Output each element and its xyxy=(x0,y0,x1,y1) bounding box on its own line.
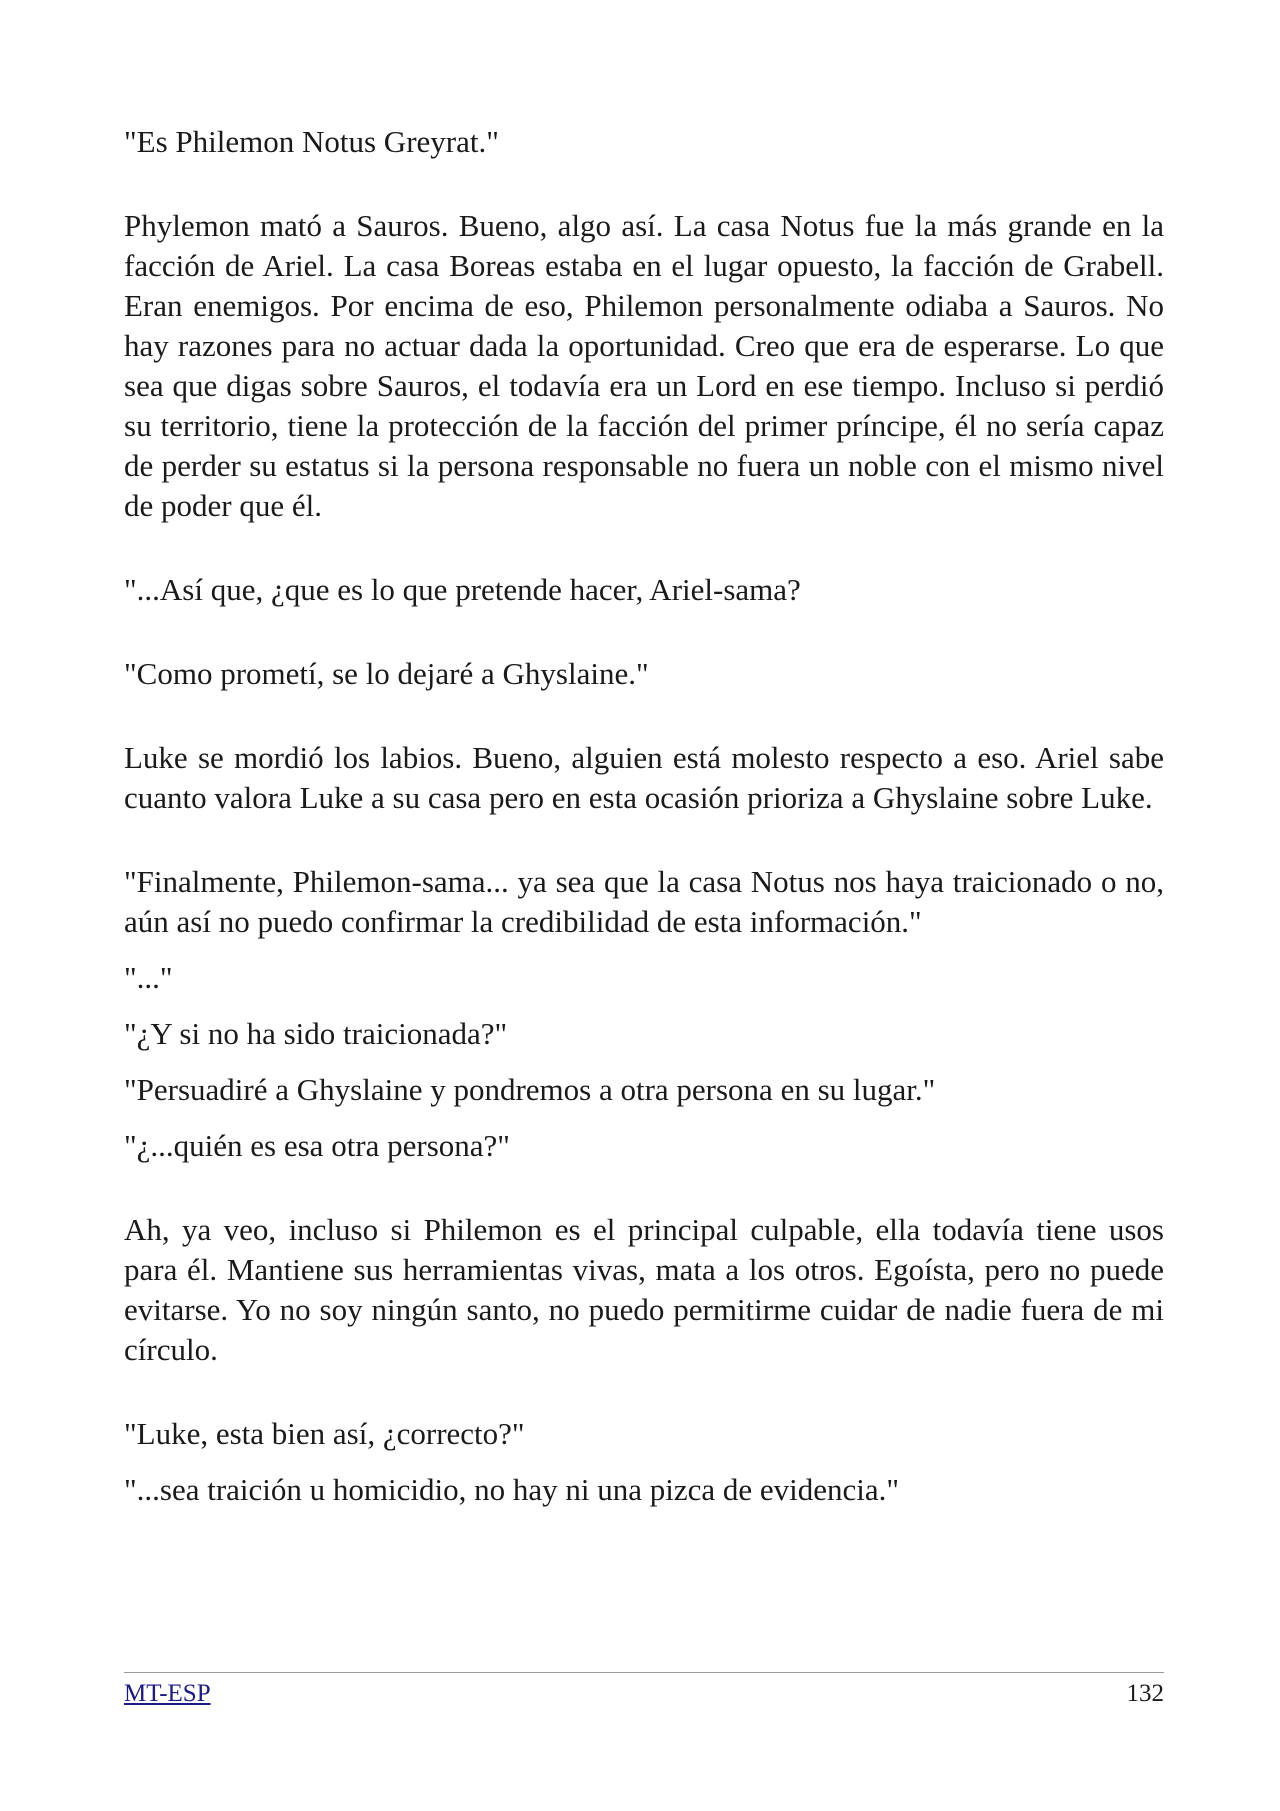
paragraph-5: Luke se mordió los labios. Bueno, alguien está molesto respecto a eso. Ariel sabe cuanto valora Luke a su casa pero en esta ocasión prioriza a Ghyslaine sobre Luke. xyxy=(124,740,1164,815)
paragraph-10: "¿...quién es esa otra persona?" xyxy=(124,1128,510,1163)
paragraph-11: Ah, ya veo, incluso si Philemon es el principal culpable, ella todavía tiene usos para él. Mantiene sus herramientas vivas, mata a los otros. Egoísta, pero no puede evitarse. Yo no soy ningún santo, no puedo permitirme cuidar de nadie fuera de mi círculo. xyxy=(124,1212,1164,1367)
paragraph-2: Phylemon mató a Sauros. Bueno, algo así. La casa Notus fue la más grande en la facción de Ariel. La casa Boreas estaba en el lugar opuesto, la facción de Grabell. Eran enemigos. Por encima de eso, Philemon personalmente odiaba a Sauros. No hay razones para no actuar dada la oportunidad. Creo que era de esperarse. Lo que sea que digas sobre Sauros, el todavía era un Lord en ese tiempo. Incluso si perdió su territorio, tiene la protección de la facción del primer príncipe, él no sería capaz de perder su estatus si la persona responsable no fuera un noble con el mismo nivel de poder que él. xyxy=(124,208,1164,523)
paragraph-3: "...Así que, ¿que es lo que pretende hacer, Ariel-sama? xyxy=(124,572,801,607)
paragraph-4: "Como prometí, se lo dejaré a Ghyslaine." xyxy=(124,656,649,691)
paragraph-9: "Persuadiré a Ghyslaine y pondremos a otra persona en su lugar." xyxy=(124,1072,936,1107)
paragraph-6: "Finalmente, Philemon-sama... ya sea que la casa Notus nos haya traicionado o no, aún así no puedo confirmar la credibilidad de esta información." xyxy=(124,864,1164,939)
paragraph-13: "...sea traición u homicidio, no hay ni una pizca de evidencia." xyxy=(124,1472,900,1507)
paragraph-1: "Es Philemon Notus Greyrat." xyxy=(124,124,499,159)
page-body xyxy=(124,122,1164,1526)
paragraph-12: "Luke, esta bien así, ¿correcto?" xyxy=(124,1416,525,1451)
page-footer xyxy=(124,1672,1164,1709)
footer-link[interactable]: MT-ESP xyxy=(124,1680,211,1707)
paragraph-7: "..." xyxy=(124,960,173,995)
page-number: 132 xyxy=(1126,1680,1164,1707)
paragraph-8: "¿Y si no ha sido traicionada?" xyxy=(124,1016,508,1051)
